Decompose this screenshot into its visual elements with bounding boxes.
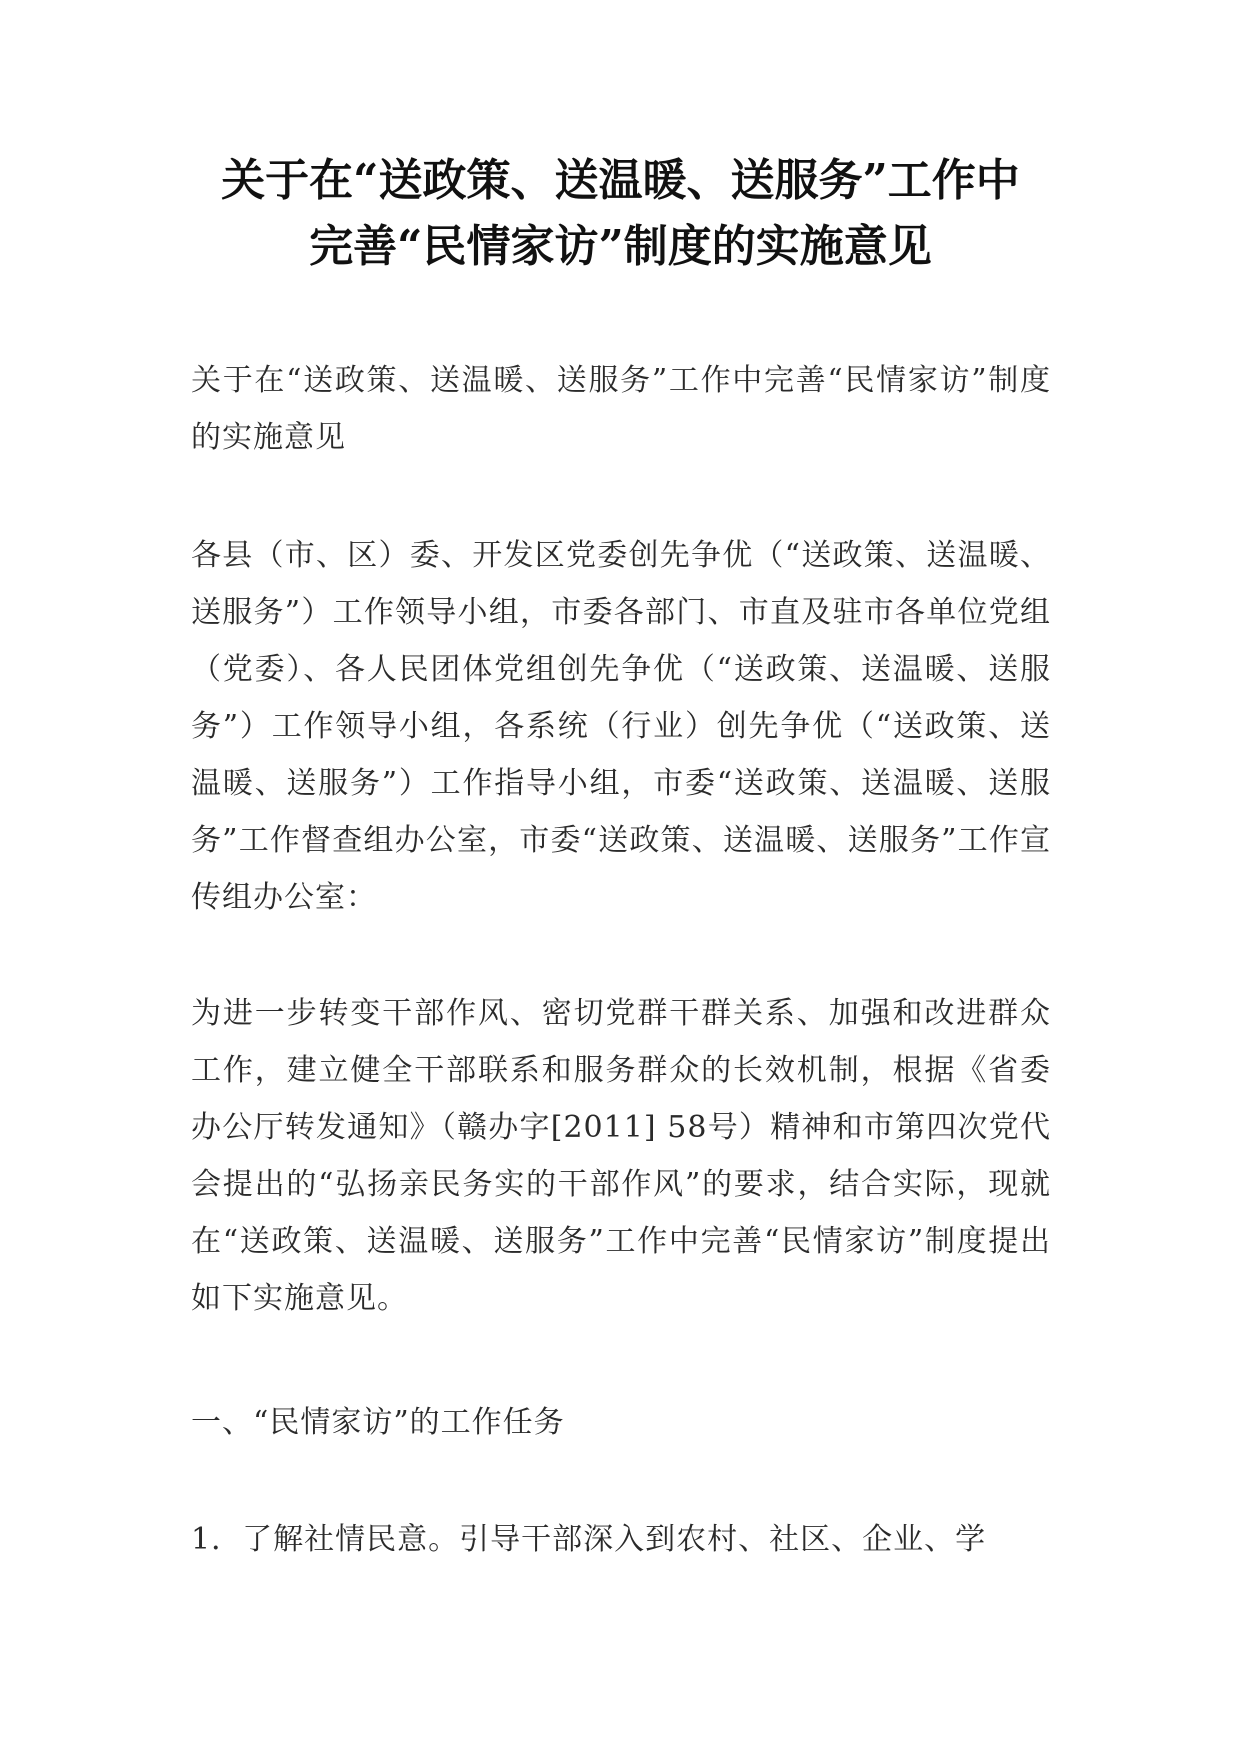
section-heading-1: 一、“民情家访”的工作任务: [191, 1405, 565, 1440]
document-title: [150, 148, 1091, 280]
list-item-1: 1．了解社情民意。引导干部深入到农村、社区、企业、学: [191, 1522, 987, 1557]
recipients-paragraph: 各县（市、区）委、开发区党委创先争优（“送政策、送温暖、送服务”）工作领导小组，市委各部门、市直及驻市各单位党组（党委）、各人民团体党组创先争优（“送政策、送温暖、送服务”）工作领导小组，各系统（行业）创先争优（“送政策、送温暖、送服务”）工作指导小组，市委“送政策、送温暖、送服务”工作督查组办公室，市委“送政策、送温暖、送服务”工作宣传组办公室：: [191, 538, 1051, 915]
title-line-2: 完善“民情家访”制度的实施意见: [309, 221, 932, 272]
intro-paragraph: 为进一步转变干部作风、密切党群干群关系、加强和改进群众工作，建立健全干部联系和服务群众的长效机制，根据《省委办公厅转发通知》（赣办字[2011] 58号）精神和市第四次党代会提出的“弘扬亲民务实的干部作风”的要求，结合实际，现就在“送政策、送温暖、送服务”工作中完善“民情家访”制度提出如下实施意见。: [191, 996, 1051, 1316]
title-line-1: 关于在“送政策、送温暖、送服务”工作中: [221, 155, 1020, 206]
subtitle-paragraph: 关于在“送政策、送温暖、送服务”工作中完善“民情家访”制度的实施意见: [191, 363, 1051, 455]
